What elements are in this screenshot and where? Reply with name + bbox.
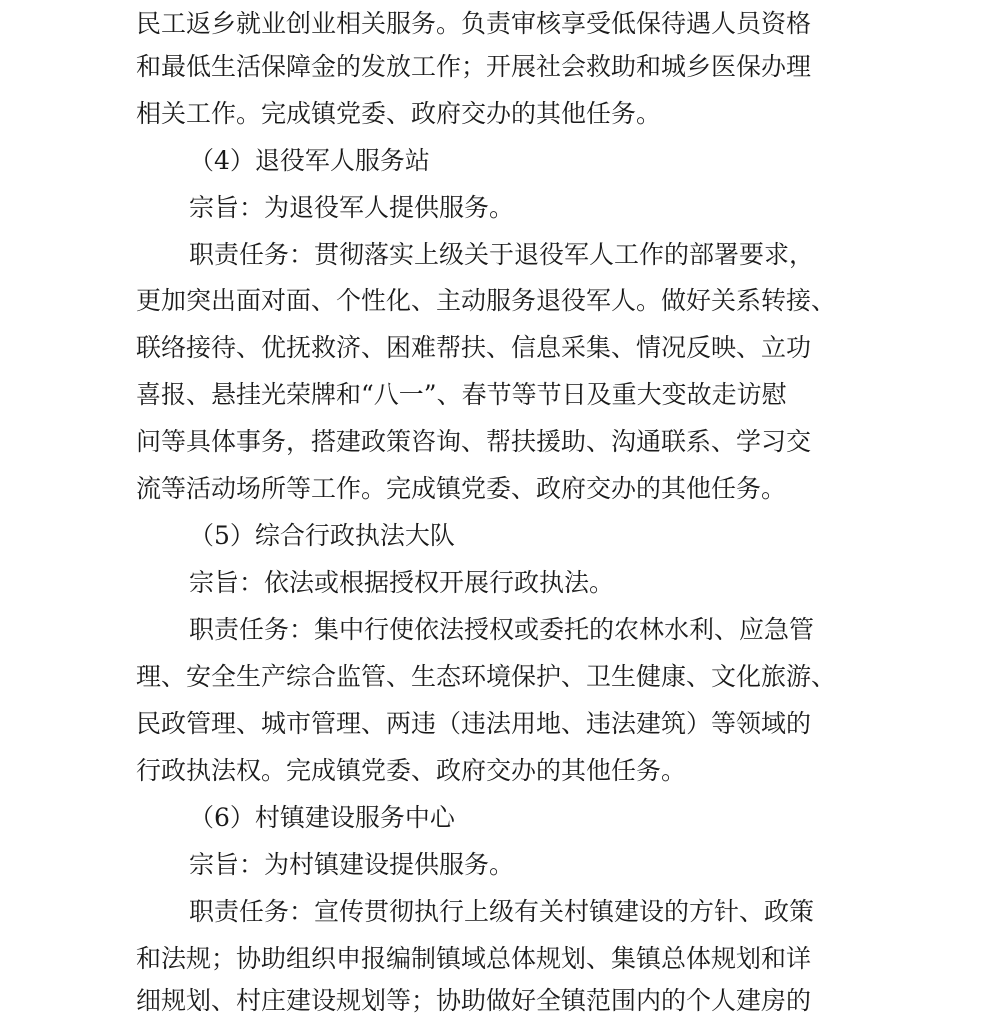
text-line: 流等活动场所等工作。完成镇党委、政府交办的其他任务。 [136,474,787,503]
text-line: 民工返乡就业创业相关服务。负责审核享受低保待遇人员资格 [136,9,812,38]
section-heading: （6）村镇建设服务中心 [189,803,455,832]
section-heading: （4）退役军人服务站 [189,146,430,175]
duties-line: 职责任务：贯彻落实上级关于退役军人工作的部署要求， [189,240,815,269]
text-line: 相关工作。完成镇党委、政府交办的其他任务。 [136,99,662,128]
text-line: 更加突出面对面、个性化、主动服务退役军人。做好关系转接、 [136,286,837,315]
text-line: 和最低生活保障金的发放工作；开展社会救助和城乡医保办理 [136,52,812,81]
duties-line: 职责任务：集中行使依法授权或委托的农林水利、应急管 [189,615,815,644]
text-line: 和法规；协助组织申报编制镇域总体规划、集镇总体规划和详 [136,944,812,973]
text-line: 理、安全生产综合监管、生态环境保护、卫生健康、文化旅游、 [136,662,837,691]
purpose-line: 宗旨：为村镇建设提供服务。 [189,850,515,879]
text-line: 联络接待、优抚救济、困难帮扶、信息采集、情况反映、立功 [136,333,812,362]
text-line: 行政执法权。完成镇党委、政府交办的其他任务。 [136,756,687,785]
purpose-line: 宗旨：依法或根据授权开展行政执法。 [189,568,615,597]
text-line: 民政管理、城市管理、两违（违法用地、违法建筑）等领域的 [136,709,812,738]
duties-line: 职责任务：宣传贯彻执行上级有关村镇建设的方针、政策 [189,897,815,926]
text-line: 问等具体事务，搭建政策咨询、帮扶援助、沟通联系、学习交 [136,427,812,456]
text-line: 细规划、村庄建设规划等；协助做好全镇范围内的个人建房的 [136,986,812,1015]
purpose-line: 宗旨：为退役军人提供服务。 [189,193,515,222]
text-line: 喜报、悬挂光荣牌和“八一”、春节等节日及重大变故走访慰 [136,380,787,409]
section-heading: （5）综合行政执法大队 [189,521,455,550]
